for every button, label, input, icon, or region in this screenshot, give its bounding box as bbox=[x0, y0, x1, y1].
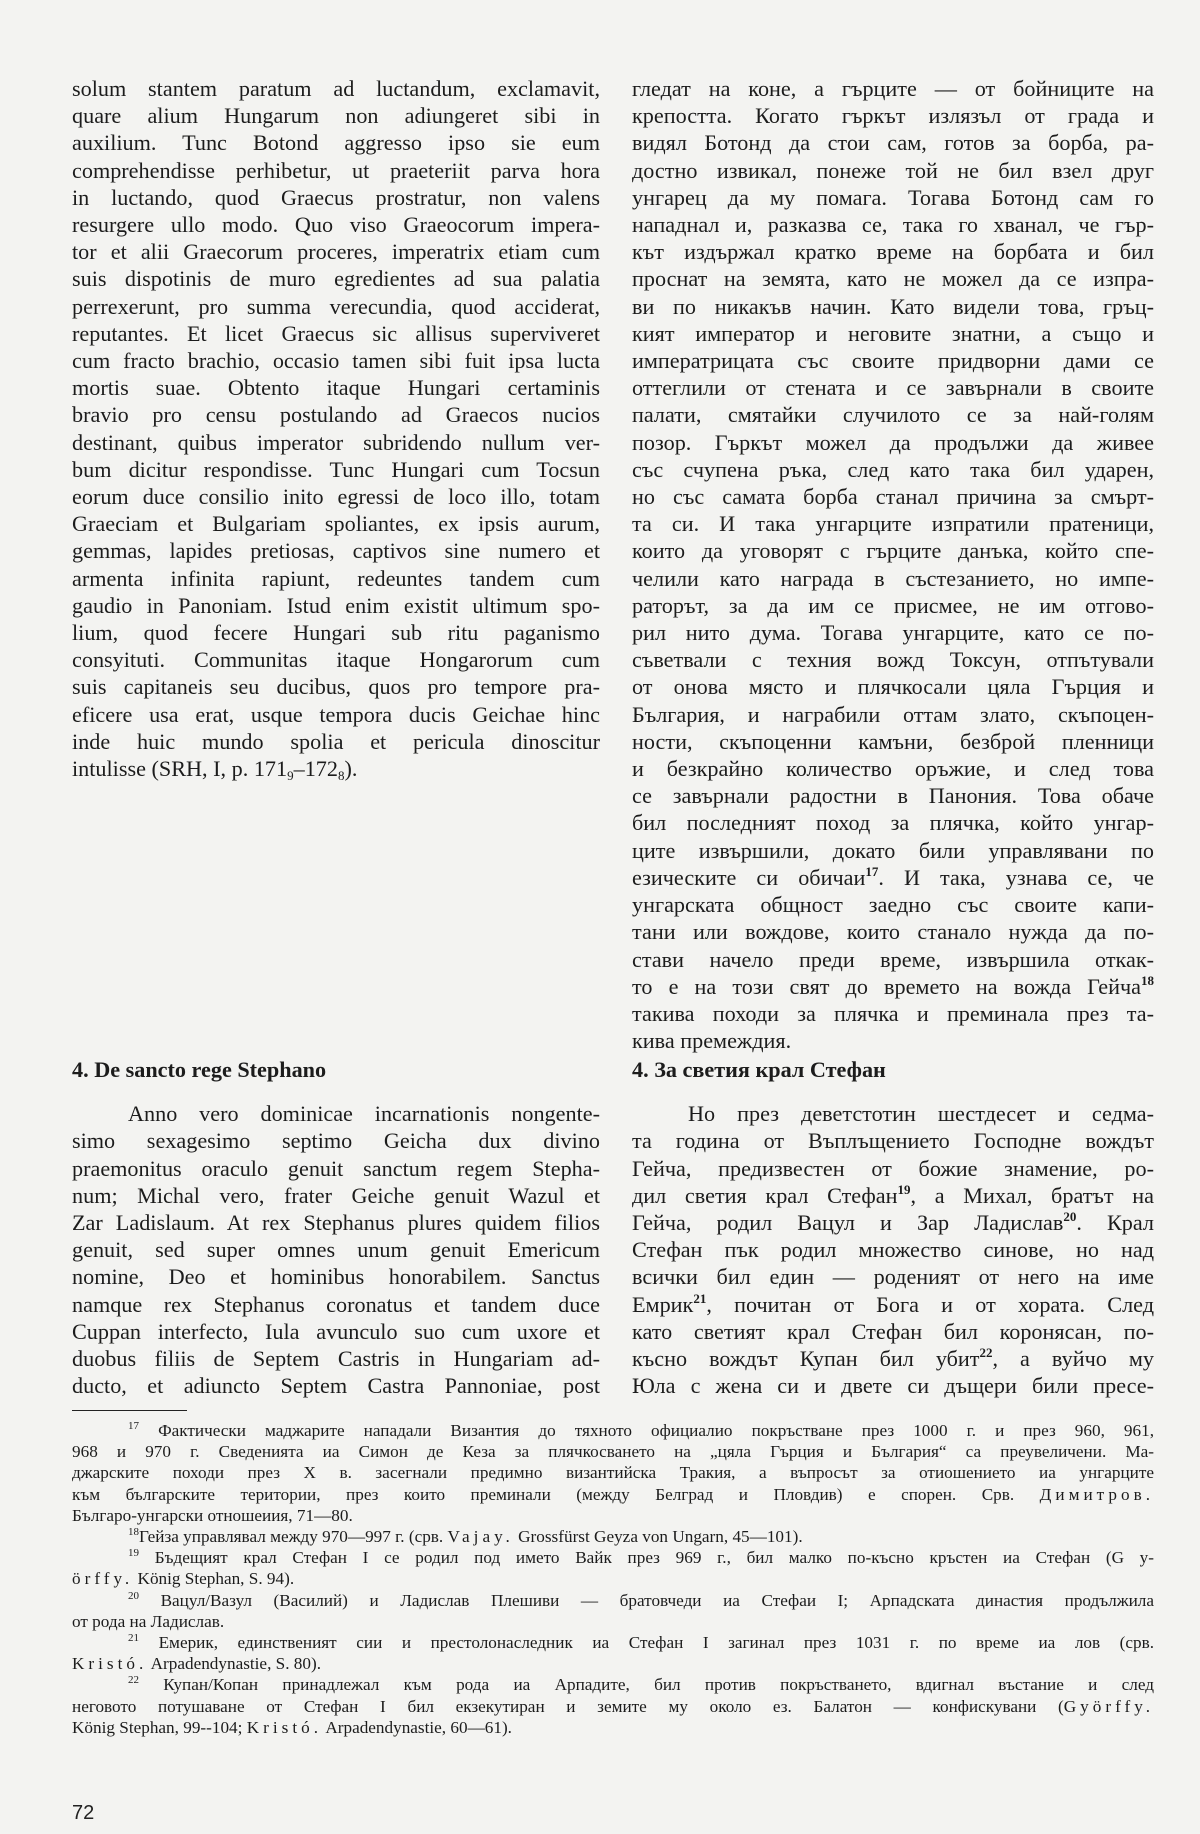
footnote-20: $^{20}$ Вацул/Вазул (Василий) и Ладислав Плешиви — братовчеди иа Стефаи I; Арпадската династия продължила от рода на Ладислав. bbox=[72, 1589, 1154, 1631]
text-line: такива походи за плячка и преминала през та- bbox=[632, 1000, 1154, 1026]
subscript: 9 bbox=[287, 768, 294, 784]
text-line: но със самата борба станал причина за смърт- bbox=[632, 484, 1154, 510]
bulgarian-section-4 bbox=[632, 1056, 1154, 1399]
footnote-ref-17[interactable]: 17 bbox=[865, 863, 879, 879]
text-line: perrexerunt, pro summa verecundia, quod acciderat, bbox=[72, 293, 600, 319]
text-line: Но през деветстотин шестдесет и седма- bbox=[688, 1101, 1154, 1127]
text-line: ности, скъпоценни камъни, безброй пленници bbox=[632, 728, 1154, 754]
text-line: та си. И така унгарците изпратили пратеници, bbox=[632, 511, 1154, 537]
text-line: достно извикал, понеже той не бил взел друг bbox=[632, 157, 1154, 183]
text-line: крепостта. Когато гъркът излязъл от града и bbox=[632, 103, 1154, 129]
text-line: тани или вождове, които станало нужда да по- bbox=[632, 919, 1154, 945]
text-line: Стефан пък родил множество синове, но над bbox=[632, 1237, 1154, 1263]
text-line: resurgere ullo modo. Quo viso Graeocorum impera- bbox=[72, 212, 600, 238]
text-line: Graeciam et Bulgariam spoliantes, ex ipsis aurum, bbox=[72, 511, 600, 537]
text-line: та година от Въплъщението Господне вождът bbox=[632, 1128, 1154, 1154]
footnotes bbox=[72, 1420, 1154, 1738]
footnote-ref-21[interactable]: 21 bbox=[693, 1290, 707, 1306]
text-line: gemmas, lapides pretiosas, captivos sine numero et bbox=[72, 538, 600, 564]
footnote-21: $^{21}$ Емерик, единственият сии и престолонаследник иа Стефан I загинал през 1031 г. по време иа лов (срв. Kristó. Arpadendynastie, S. 80). bbox=[72, 1632, 1155, 1674]
author-name: Vajay. bbox=[447, 1527, 514, 1547]
footnote-ref-22[interactable]: 22 bbox=[979, 1345, 993, 1361]
page-number: 72 bbox=[72, 1802, 95, 1824]
text-line: челили като награда в състезанието, но импе- bbox=[632, 565, 1154, 591]
text-line: consyituti. Communitas itaque Hongarorum cum bbox=[72, 647, 600, 673]
text-line: inde huic mundo spolia et pericula dinoscitur bbox=[72, 728, 600, 754]
text-line: quare alium Hungarum non adiungeret sibi in bbox=[72, 103, 600, 129]
footnote-17: $^{17}$ Фактически маджарите нападали Византия до тяхното официалио покръстване през 1000 г. и през 960, 961, 968 и 970 г. Сведенията иа Симон де Кеза за плячкосването на „цяла Гърция и България“ са преувеличени. Ма- джарските походи през Х в. засегнали предимно византийска Тракия, а въпросът за отиошението иа унгарците към българските територии, през които преминали (между Белград и Пловдив) е спорен. Срв. Димитров. Българо-унгарски отношеиия, 71—80. bbox=[72, 1420, 1155, 1525]
footnote-ref-19[interactable]: 19 bbox=[897, 1181, 911, 1197]
latin-section-4 bbox=[72, 1056, 600, 1399]
text-line: рил нито дума. Тогава унгарците, като се по- bbox=[632, 620, 1154, 646]
text-line: eficere usa erat, usque tempora ducis Geichae hinc bbox=[72, 701, 600, 727]
text-line: бил последният поход за плячка, който унгар- bbox=[632, 810, 1154, 836]
text-line: раторът, за да им се присмее, не им отгово- bbox=[632, 592, 1154, 618]
author-name: Kristó. bbox=[246, 1717, 322, 1737]
text-line: lium, quod fecere Hungari sub ritu paganismo bbox=[72, 620, 600, 646]
author-name: Kristó. bbox=[72, 1654, 148, 1674]
text-line: genuit, sed super omnes unum genuit Emericum bbox=[72, 1237, 600, 1263]
text-line: nomine, Deo et hominibus honorabilem. Sanctus bbox=[72, 1264, 600, 1290]
text-line: палати, смятайки случилото се за най-голям bbox=[632, 402, 1154, 428]
text-line: mortis suae. Obtento itaque Hungari certaminis bbox=[72, 375, 600, 401]
latin-text-column bbox=[72, 75, 600, 782]
subscript: 8 bbox=[337, 768, 345, 784]
text-line: simo sexagesimo septimo Geicha dux divino bbox=[72, 1128, 600, 1154]
text-line: видял Ботонд да стои сам, готов за борба, ра- bbox=[632, 130, 1154, 156]
footnote-18: $^{18}$Гейза управлявал между 970—997 г. (срв. Vajay. Grossfürst Geyza von Ungarn, 45—101). bbox=[128, 1526, 803, 1547]
text-line: позор. Гъркът можел да продължи да живее bbox=[632, 429, 1154, 455]
text-line: гледат на коне, а гърците — от бойниците на bbox=[632, 76, 1154, 101]
text-line: късно вождът Купан бил убит$^{22}$, а вуйчо му bbox=[632, 1345, 1155, 1372]
author-name: Györffy. bbox=[1063, 1696, 1154, 1716]
text-line: ви по никакъв начин. Като видели това, гръц- bbox=[632, 293, 1154, 319]
text-line: нападнал и, разказва се, така го хванал, че гър- bbox=[632, 212, 1154, 238]
text-line: namque rex Stephanus coronatus et tandem duce bbox=[72, 1291, 600, 1317]
text-line: императрицата със своите придворни дами се bbox=[632, 348, 1154, 374]
text-line: стави начело преди време, извършила откак- bbox=[632, 946, 1154, 972]
text-line: България, и награбили оттам злато, скъпоцен- bbox=[632, 701, 1154, 727]
bulgarian-section-body bbox=[632, 1100, 1154, 1399]
latin-section-body bbox=[72, 1100, 600, 1399]
text-line: които да уговорят с гърците данъка, който спе- bbox=[632, 538, 1154, 564]
text-line: solum stantem paratum ad luctandum, exclamavit, bbox=[72, 76, 600, 101]
text-line: ците извършили, докато били управлявани по bbox=[632, 837, 1154, 863]
text-line: езическите си обичаи$^{17}$. И така, узнава се, че bbox=[632, 863, 1154, 890]
text-line: eorum duce consilio inito egressi de loco illo, totam bbox=[72, 484, 600, 510]
footnote-ref-20[interactable]: 20 bbox=[1063, 1209, 1077, 1225]
text-line: от онова място и плячкосали цяла Гърция и bbox=[632, 674, 1154, 700]
text-line: intulisse (SRH, I, p. $171_9-172_8$). bbox=[72, 756, 358, 784]
text-line: като светият крал Стефан бил коронясан, по- bbox=[632, 1318, 1154, 1344]
text-line: унгарската общност заедно със своите капи- bbox=[632, 892, 1154, 918]
text-line: кът издържал кратко време на борбата и бил bbox=[632, 239, 1154, 265]
text-line: Cuppan interfecto, Iula avunculo suo cum uxore et bbox=[72, 1318, 600, 1344]
text-line: praemonitus oraculo genuit sanctum regem Stepha- bbox=[72, 1155, 600, 1181]
text-line: gaudio in Panoniam. Istud enim existit ultimum spo- bbox=[72, 592, 600, 618]
text-line: Гейча, родил Вацул и Зар Ладислав$^{20}$. Крал bbox=[632, 1209, 1154, 1236]
text-line: съветвали с техния вожд Токсун, отпътували bbox=[632, 647, 1154, 673]
footnote-ref-18[interactable]: 18 bbox=[1141, 972, 1154, 988]
footnote-22: $^{22}$ Купан/Копан принадлежал към рода иа Арпадите, бил против покръстването, вдигнал въстание и след неговото потушаване от Стефан I бил екзекутиран и земите му около ез. Балатон — конфискувани (Györffy. König Stephan, 99--104; Kristó. Arpadendynastie, 60—61). bbox=[72, 1674, 1154, 1737]
section-heading-latin: 4. De sancto rege Stephano bbox=[72, 1057, 327, 1082]
text-line: in luctando, quod Graecus prostratur, non valens bbox=[72, 184, 600, 210]
text-line: suis capitaneis seu ducibus, quos pro tempore pra- bbox=[72, 674, 600, 700]
text-line: bravio pro censu postulando ad Graecos nucios bbox=[72, 402, 600, 428]
text-line: дил светия крал Стефан$^{19}$, а Михал, братът на bbox=[632, 1181, 1154, 1208]
footnote-separator bbox=[72, 1410, 187, 1411]
text-line: ducto, et adiuncto Septem Castra Pannoniae, post bbox=[72, 1373, 600, 1399]
text-line: auxilium. Tunc Botond aggresso ipso sie eum bbox=[72, 130, 600, 156]
text-line: всички бил един — роденият от него на име bbox=[632, 1264, 1154, 1290]
text-line: bum dicitur respondisse. Tunc Hungari cum Tocsun bbox=[72, 456, 600, 482]
text-line: destinant, quibus imperator subridendo nullum ver- bbox=[72, 429, 600, 455]
bulgarian-text-column bbox=[632, 75, 1154, 1054]
text-line: tor et alii Graecorum proceres, imperatrix etiam cum bbox=[72, 239, 600, 265]
text-line: comprehendisse perhibetur, ut praeteriit parva hora bbox=[72, 157, 600, 183]
text-line: оттеглили от стената и се завърнали в своите bbox=[632, 375, 1154, 401]
text-line: reputantes. Et licet Graecus sic allisus superviveret bbox=[72, 320, 600, 346]
text-line: Емрик$^{21}$, почитан от Бога и от хората. След bbox=[632, 1290, 1154, 1317]
text-line: кият император и неговите знатни, а също и bbox=[632, 320, 1154, 346]
text-line: и безкрайно количество оръжие, и след това bbox=[632, 756, 1154, 782]
text-line: то е на този свят до времето на вожда Гейча$^{18}$ bbox=[632, 972, 1154, 999]
text-line: Anno vero dominicae incarnationis nongente- bbox=[128, 1101, 600, 1127]
author-name: örffy. bbox=[72, 1569, 134, 1589]
footnote-19: $^{19}$ Бъдещият крал Стефан I се родил под името Вайк през 969 г., бил малко по-късно кръстен иа Стефан (G y- örffy. König Stephan, S. 94). bbox=[72, 1547, 1155, 1589]
text-line: Zar Ladislaum. At rex Stephanus plures quidem filios bbox=[72, 1210, 600, 1236]
text-line: num; Michal vero, frater Geiche genuit Wazul et bbox=[72, 1182, 600, 1208]
text-line: suis dispotinis de muro egredientes ad sua palatia bbox=[72, 266, 600, 292]
text-line: проснат на земята, като не можел да се изпра- bbox=[632, 266, 1154, 292]
text-line: се завърнали радостни в Панония. Това обаче bbox=[632, 783, 1154, 809]
text-line: Юла с жена си и двете си дъщери били пресе- bbox=[632, 1373, 1154, 1399]
author-name: Димитров. bbox=[1039, 1484, 1154, 1504]
text-line: унгарец да му помага. Тогава Ботонд сам го bbox=[632, 184, 1154, 210]
text-line: със счупена ръка, след като така бил ударен, bbox=[632, 456, 1154, 482]
text-line: armenta infinita rapiunt, redeuntes tandem cum bbox=[72, 565, 600, 591]
section-heading-bulgarian: 4. За светия крал Стефан bbox=[632, 1057, 886, 1082]
text-line: cum fracto brachio, occasio tamen sibi fuit ipsa lucta bbox=[72, 348, 600, 374]
text-line: кива премеждия. bbox=[632, 1028, 792, 1054]
text-line: duobus filiis de Septem Castris in Hungariam ad- bbox=[72, 1346, 600, 1372]
text-line: Гейча, предизвестен от божие знамение, ро- bbox=[632, 1155, 1154, 1181]
